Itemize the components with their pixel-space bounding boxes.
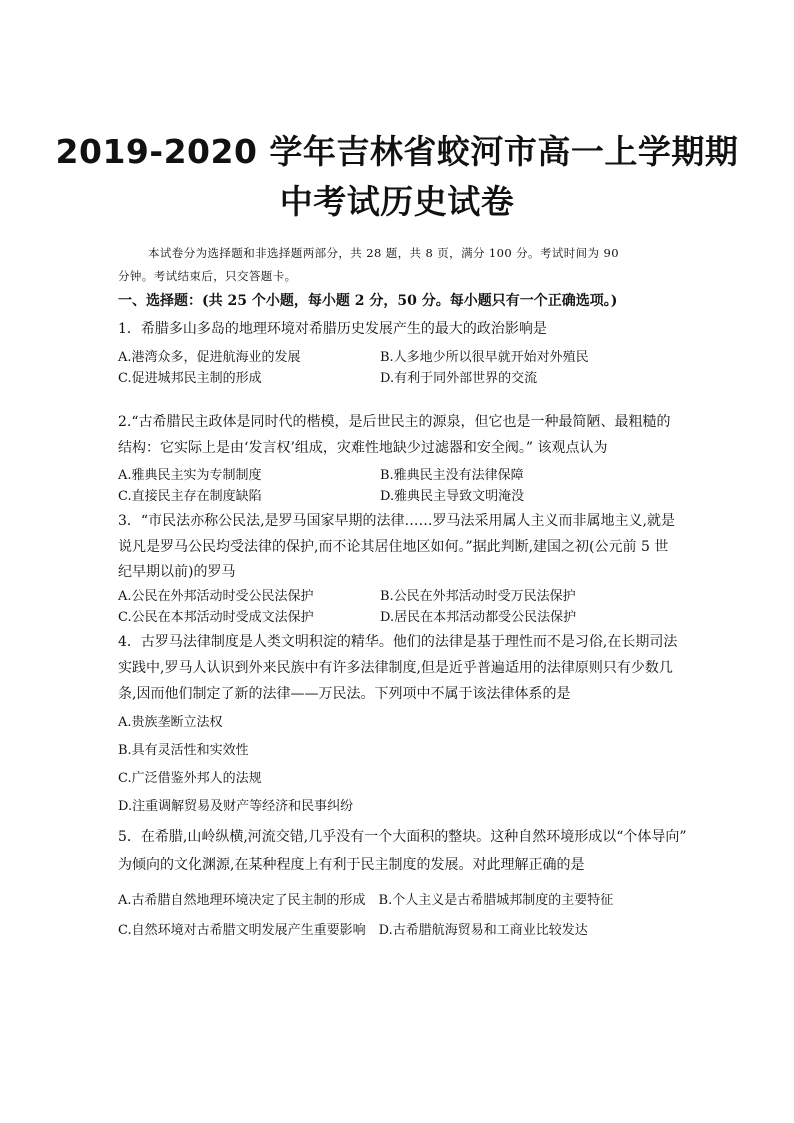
question-4-stem-3: 条,因而他们制定了新的法律——万民法。下列项中不属于该法律体系的是	[118, 686, 571, 702]
question-1-option-c: C.促进城邦民主制的形成	[118, 371, 262, 386]
question-4-stem-1: 4．古罗马法律制度是人类文明积淀的精华。他们的法律是基于理性而不是习俗,在长期司法	[118, 634, 678, 650]
question-2-option-b: B.雅典民主没有法律保障	[380, 468, 524, 483]
question-4-option-a: A.贵族垄断立法权	[118, 715, 223, 730]
question-3-option-c: C.公民在本邦活动时受成文法保护	[118, 610, 314, 625]
question-4-option-d: D.注重调解贸易及财产等经济和民事纠纷	[118, 799, 354, 814]
question-1-option-d: D.有利于同外部世界的交流	[380, 371, 538, 386]
question-5-stem-1: 5．在希腊,山岭纵横,河流交错,几乎没有一个大面积的整块。这种自然环境形成以“个体导向”	[118, 829, 687, 845]
question-3-option-a: A.公民在外邦活动时受公民法保护	[118, 589, 314, 604]
question-1-option-b: B.人多地少所以很早就开始对外殖民	[380, 350, 589, 365]
question-2-stem-1: 2.“古希腊民主政体是同时代的楷模，是后世民主的源泉，但它也是一种最简陋、最粗糙的	[118, 414, 671, 430]
exam-title-line1: 2019-2020 学年吉林省蛟河市高一上学期期	[55, 132, 739, 171]
question-1-option-a: A.港湾众多，促进航海业的发展	[118, 350, 301, 365]
question-3-option-d: D.居民在本邦活动都受公民法保护	[380, 610, 577, 625]
question-1-stem: 1．希腊多山多岛的地理环境对希腊历史发展产生的最大的政治影响是	[118, 321, 547, 337]
question-5-options-cd: C.自然环境对古希腊文明发展产生重要影响 D.古希腊航海贸易和工商业比较发达	[118, 923, 588, 938]
question-5-options-ab: A.古希腊自然地理环境决定了民主制的形成 B.个人主义是古希腊城邦制度的主要特征	[118, 893, 614, 908]
question-2-option-a: A.雅典民主实为专制制度	[118, 468, 262, 483]
instructions-line1: 本试卷分为选择题和非选择题两部分，共 28 题，共 8 页，满分 100 分。考试时间为 90	[148, 246, 619, 260]
question-3-stem-1: 3．“市民法亦称公民法,是罗马国家早期的法律……罗马法采用属人主义而非属地主义,就是	[118, 513, 675, 529]
instructions-line2: 分钟。考试结束后，只交答题卡。	[118, 269, 297, 283]
question-3-stem-2: 说凡是罗马公民均受法律的保护,而不论其居住地区如何。”据此判断,建国之初(公元前 5 世	[118, 539, 669, 555]
question-2-option-c: C.直接民主存在制度缺陷	[118, 489, 262, 504]
question-5-stem-2: 为倾向的文化渊源,在某种程度上有利于民主制度的发展。对此理解正确的是	[118, 857, 585, 873]
question-4-stem-2: 实践中,罗马人认识到外来民族中有许多法律制度,但是近乎普遍适用的法律原则只有少数几	[118, 660, 673, 676]
question-3-stem-3: 纪早期以前)的罗马	[118, 564, 236, 580]
question-2-option-d: D.雅典民主导致文明淹没	[380, 489, 525, 504]
question-4-option-c: C.广泛借鉴外邦人的法规	[118, 771, 262, 786]
question-4-option-b: B.具有灵活性和实效性	[118, 743, 249, 758]
section-heading: 一、选择题：(共 25 个小题，每小题 2 分，50 分。每小题只有一个正确选项。)	[118, 293, 618, 309]
question-2-stem-2: 结构：它实际上是由‘发言权’组成，灾难性地缺少过滤器和安全阀。” 该观点认为	[118, 440, 608, 456]
question-3-option-b: B.公民在外邦活动时受万民法保护	[380, 589, 576, 604]
exam-title-line2: 中考试历史试卷	[279, 182, 515, 221]
